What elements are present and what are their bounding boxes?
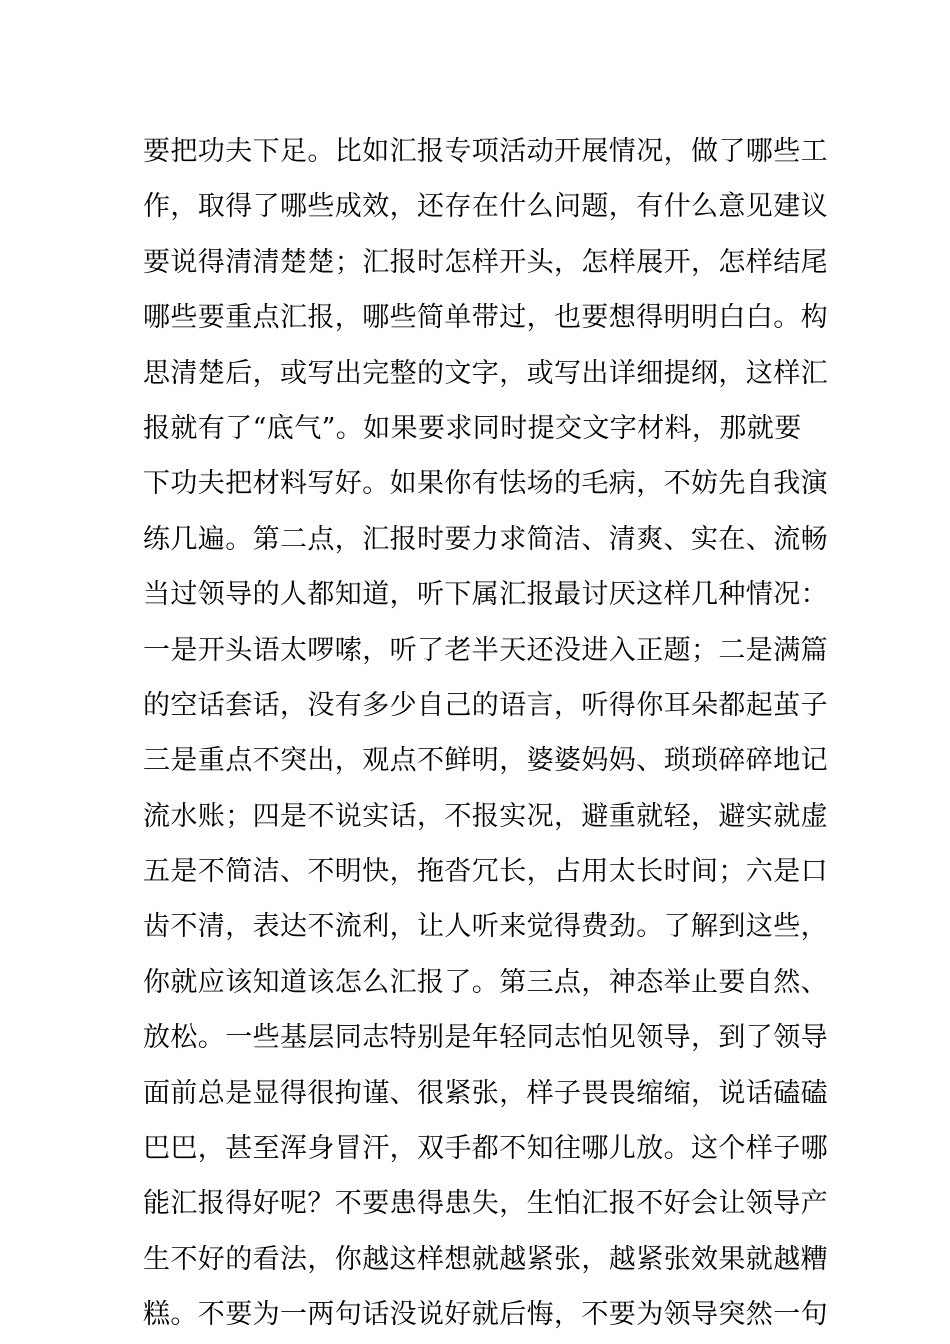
text-line: 思清楚后，或写出完整的文字，或写出详细提纲，这样汇: [143, 357, 828, 389]
text-line: 练几遍。第二点，汇报时要力求简洁、清爽、实在、流畅: [143, 523, 828, 555]
text-line: 放松。一些基层同志特别是年轻同志怕见领导，到了领导: [143, 1022, 828, 1054]
text-line: 糕。不要为一两句话没说好就后悔，不要为领导突然一句: [143, 1299, 828, 1331]
text-line: 要把功夫下足。比如汇报专项活动开展情况，做了哪些工: [143, 136, 828, 167]
text-line: 当过领导的人都知道，听下属汇报最讨厌这样几种情况：: [143, 579, 828, 611]
text-line: 巴巴，甚至浑身冒汗，双手都不知往哪儿放。这个样子哪: [143, 1133, 828, 1165]
text-line: 下功夫把材料写好。如果你有怯场的毛病，不妨先自我演: [143, 468, 828, 500]
text-line: 要说得清清楚楚；汇报时怎样开头，怎样展开，怎样结尾: [143, 246, 828, 278]
text-line: 面前总是显得很拘谨、很紧张，样子畏畏缩缩，说话磕磕: [143, 1077, 828, 1109]
text-line: 一是开头语太啰嗦，听了老半天还没进入正题；二是满篇: [143, 634, 828, 666]
text-line: 生不好的看法，你越这样想就越紧张，越紧张效果就越糟: [143, 1243, 828, 1275]
text-line: 的空话套话，没有多少自己的语言，听得你耳朵都起茧子: [143, 689, 828, 721]
text-line: 齿不清，表达不流利，让人听来觉得费劲。了解到这些，: [143, 911, 828, 943]
text-line: 流水账；四是不说实话，不报实况，避重就轻，避实就虚: [143, 800, 828, 832]
text-line: 三是重点不突出，观点不鲜明，婆婆妈妈、琐琐碎碎地记: [143, 745, 828, 777]
text-line: 报就有了“底气”。如果要求同时提交文字材料，那就要: [143, 412, 802, 444]
text-line: 哪些要重点汇报，哪些简单带过，也要想得明明白白。构: [143, 302, 828, 334]
text-line: 作，取得了哪些成效，还存在什么问题，有什么意见建议: [143, 191, 828, 223]
text-line: 能汇报得好呢？不要患得患失，生怕汇报不好会让领导产: [143, 1188, 828, 1220]
text-line: 五是不简洁、不明快，拖沓冗长，占用太长时间；六是口: [143, 856, 828, 888]
text-line: 你就应该知道该怎么汇报了。第三点，神态举止要自然、: [143, 966, 828, 998]
body-text: [143, 124, 828, 1343]
